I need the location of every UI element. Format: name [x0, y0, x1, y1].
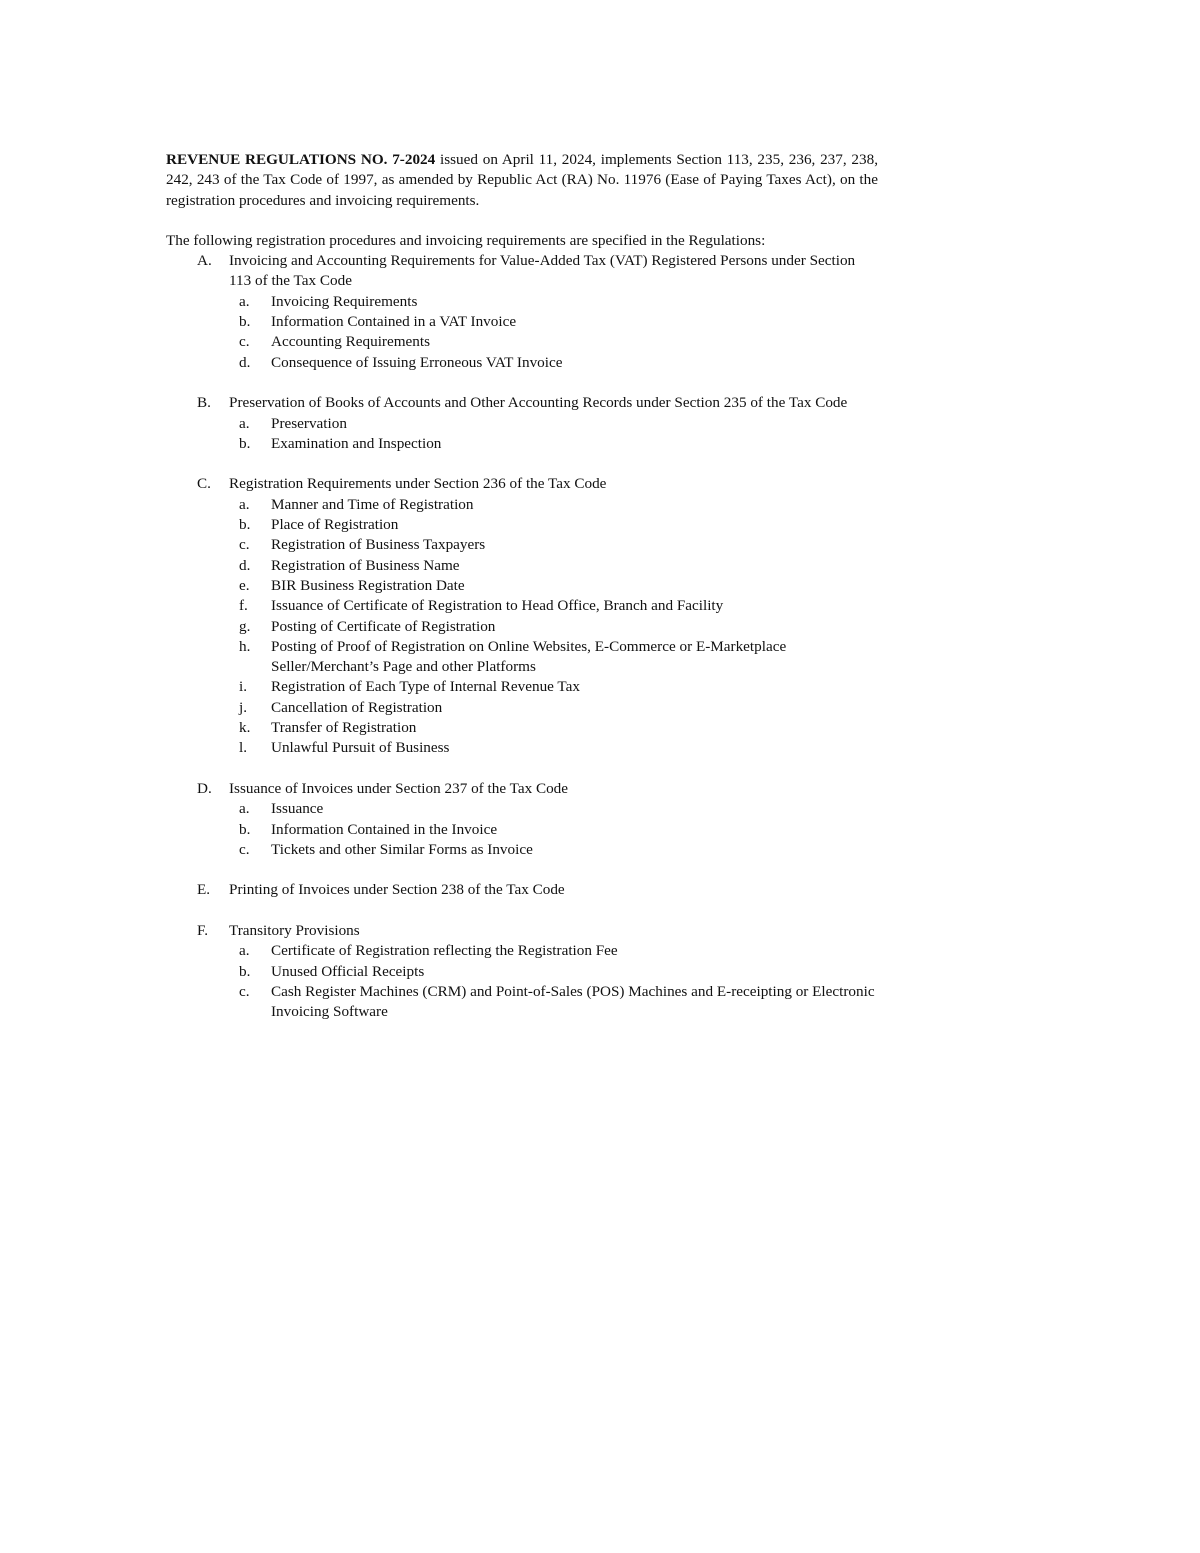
section-c: [166, 474, 878, 758]
item-text: Information Contained in the Invoice: [271, 820, 498, 838]
section-title: Invoicing and Accounting Requirements for Value-Added Tax (VAT) Registered Persons under Section 113 of the Tax Code: [229, 252, 856, 290]
intro-paragraph: [166, 150, 878, 211]
item-text: Consequence of Issuing Erroneous VAT Invoice: [271, 353, 563, 371]
section-title: Preservation of Books of Accounts and Other Accounting Records under Section 235 of the Tax Code: [229, 394, 848, 412]
item-marker: c.: [239, 536, 250, 554]
list-item: [229, 535, 878, 555]
item-marker: a.: [239, 414, 250, 432]
subitem-list: [229, 799, 878, 860]
item-marker: b.: [239, 820, 251, 838]
item-text: Manner and Time of Registration: [271, 495, 474, 513]
item-text: Registration of Business Taxpayers: [271, 536, 486, 554]
item-text: Tickets and other Similar Forms as Invoice: [271, 840, 533, 858]
section-a: [166, 251, 878, 373]
item-text: Unlawful Pursuit of Business: [271, 739, 450, 757]
item-marker: a.: [239, 942, 250, 960]
section-title: Registration Requirements under Section 236 of the Tax Code: [229, 475, 607, 493]
lead-sentence: The following registration procedures and invoicing requirements are specified in the Regulations:: [166, 231, 766, 249]
list-item: [229, 495, 878, 515]
item-text: Certificate of Registration reflecting the Registration Fee: [271, 942, 618, 960]
list-item: [229, 941, 878, 961]
list-item: [229, 962, 878, 982]
section-f: [166, 921, 878, 1022]
list-item: [229, 617, 878, 637]
list-item: [229, 820, 878, 840]
section-list: [166, 251, 878, 1022]
item-marker: b.: [239, 313, 251, 331]
list-item: [229, 596, 878, 616]
section-marker: D.: [197, 779, 212, 797]
section-title: Transitory Provisions: [229, 921, 360, 939]
section-marker: A.: [197, 252, 212, 270]
item-marker: b.: [239, 516, 251, 534]
list-item: [229, 840, 878, 860]
item-marker: h.: [239, 637, 251, 655]
subitem-list: [229, 495, 878, 759]
item-text: Place of Registration: [271, 516, 399, 534]
section-d: [166, 779, 878, 860]
list-item: [229, 312, 878, 332]
list-item: [229, 434, 878, 454]
item-text: Unused Official Receipts: [271, 962, 425, 980]
item-text: Preservation: [271, 414, 347, 432]
list-item: [229, 576, 878, 596]
list-item: [229, 677, 878, 697]
item-text: Registration of Each Type of Internal Revenue Tax: [271, 678, 580, 696]
item-marker: i.: [239, 678, 248, 696]
item-text: Accounting Requirements: [271, 333, 431, 351]
list-item: [229, 982, 878, 1023]
list-item: [229, 414, 878, 434]
section-marker: E.: [197, 881, 211, 899]
item-marker: c.: [239, 840, 250, 858]
item-marker: a.: [239, 495, 250, 513]
list-item: [229, 292, 878, 312]
item-marker: l.: [239, 739, 248, 757]
document-page: [166, 150, 878, 1022]
item-marker: b.: [239, 434, 251, 452]
item-text: Information Contained in a VAT Invoice: [271, 313, 517, 331]
item-marker: e.: [239, 576, 250, 594]
item-marker: d.: [239, 556, 251, 574]
subitem-list: [229, 941, 878, 1022]
list-item: [229, 556, 878, 576]
list-item: [229, 332, 878, 352]
item-marker: j.: [239, 698, 248, 716]
item-text: Posting of Certificate of Registration: [271, 617, 496, 635]
subitem-list: [229, 414, 878, 455]
list-item: [229, 637, 878, 678]
list-item: [229, 353, 878, 373]
item-text: Examination and Inspection: [271, 434, 442, 452]
item-marker: a.: [239, 292, 250, 310]
item-text: BIR Business Registration Date: [271, 576, 465, 594]
regulation-title: REVENUE REGULATIONS NO. 7-2024: [166, 151, 436, 168]
section-marker: B.: [197, 394, 211, 412]
section-title: Issuance of Invoices under Section 237 of the Tax Code: [229, 779, 569, 797]
item-marker: d.: [239, 353, 251, 371]
item-marker: f.: [239, 597, 248, 615]
list-item: [229, 718, 878, 738]
section-marker: F.: [197, 921, 209, 939]
item-text: Posting of Proof of Registration on Online Websites, E-Commerce or E-Marketplace Seller/Merchant’s Page and other Platforms: [271, 637, 787, 676]
item-text: Registration of Business Name: [271, 556, 460, 574]
section-marker: C.: [197, 475, 211, 493]
item-text: Transfer of Registration: [271, 719, 417, 737]
section-b: [166, 393, 878, 454]
item-marker: g.: [239, 617, 251, 635]
item-marker: k.: [239, 719, 251, 737]
item-text: Cash Register Machines (CRM) and Point-of-Sales (POS) Machines and E-receipting or Electronic Invoicing Software: [271, 982, 875, 1021]
section-title: Printing of Invoices under Section 238 of the Tax Code: [229, 881, 565, 899]
item-text: Issuance: [271, 800, 324, 818]
subitem-list: [229, 292, 878, 373]
list-item: [229, 698, 878, 718]
list-item: [229, 799, 878, 819]
item-text: Cancellation of Registration: [271, 698, 443, 716]
item-marker: c.: [239, 982, 250, 1000]
item-marker: a.: [239, 800, 250, 818]
intro-text: issued on April 11, 2024, implements Section 113, 235, 236, 237, 238, 242, 243 of the Tax Code of 1997, as amended by Republic Act (RA) No. 11976 (Ease of Paying Taxes Act), on the registration procedures and invoicing requirements.: [166, 151, 879, 209]
item-marker: c.: [239, 333, 250, 351]
item-marker: b.: [239, 962, 251, 980]
item-text: Invoicing Requirements: [271, 292, 418, 310]
list-item: [229, 515, 878, 535]
list-item: [229, 738, 878, 758]
item-text: Issuance of Certificate of Registration to Head Office, Branch and Facility: [271, 597, 724, 615]
section-e: [166, 880, 878, 900]
